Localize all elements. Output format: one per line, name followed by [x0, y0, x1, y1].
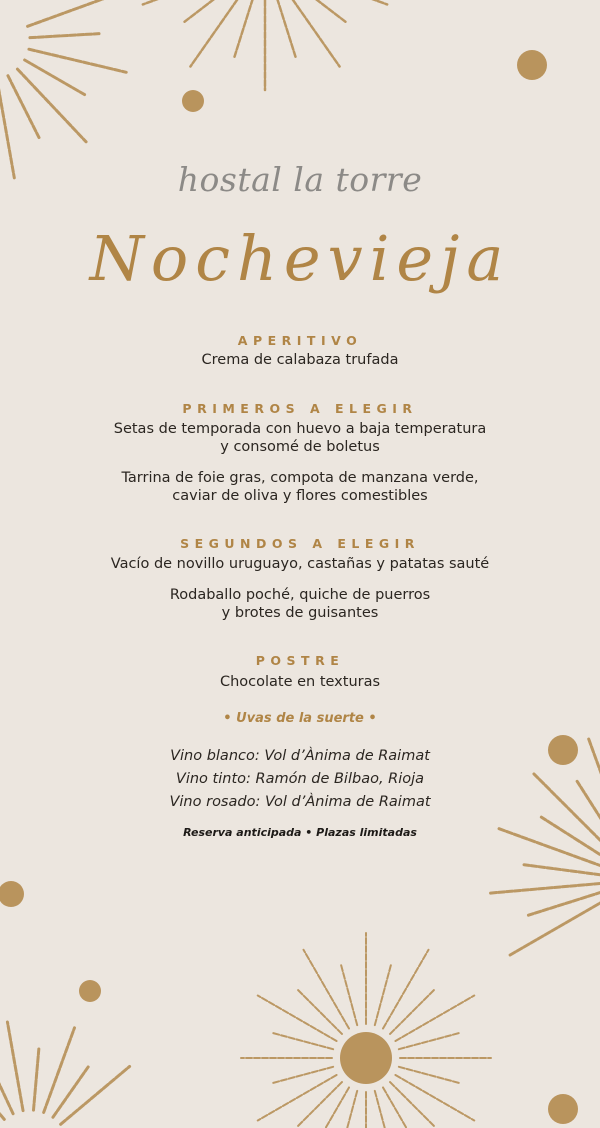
- dish-primeros-1: Setas de temporada con huevo a baja temperatura y consomé de boletus: [113, 421, 487, 455]
- section-heading-aperitivo: APERITIVO: [237, 333, 363, 348]
- dish-primeros-2: Tarrina de foie gras, compota de manzana verde, caviar de oliva y flores comestibles: [121, 470, 479, 504]
- sparkle-dot: [548, 1094, 578, 1124]
- section-heading-segundos: SEGUNDOS A ELEGIR: [180, 536, 420, 551]
- dish-aperitivo: Crema de calabaza trufada: [201, 352, 399, 368]
- sparkle-dot: [0, 881, 24, 907]
- sparkle-dot: [79, 980, 101, 1002]
- sparkle-dot: [517, 50, 547, 80]
- brand-logo: hostal la torre: [177, 160, 423, 199]
- dish-postre: Chocolate en texturas: [219, 674, 381, 690]
- page-title: Nochevieja: [89, 222, 511, 295]
- sparkle-dot: [182, 90, 204, 112]
- reservation-note: Reserva anticipada • Plazas limitadas: [183, 826, 417, 839]
- wine-rose: Vino rosado: Vol d’Ànima de Raimat: [169, 794, 431, 810]
- sparkle-dot: [340, 1032, 392, 1084]
- firework-bottom-left: [0, 1022, 130, 1124]
- dish-segundos-1: Vacío de novillo uruguayo, castañas y patatas sauté: [110, 556, 490, 572]
- firework-top-center: [143, 0, 387, 90]
- section-heading-postre: POSTRE: [255, 653, 345, 668]
- grapes-note: • Uvas de la suerte •: [223, 711, 377, 726]
- wine-white: Vino blanco: Vol d’Ànima de Raimat: [170, 748, 430, 764]
- firework-top-left: [0, 0, 126, 178]
- section-heading-primeros: PRIMEROS A ELEGIR: [182, 401, 418, 416]
- firework-bottom-center: [241, 933, 491, 1128]
- wine-red: Vino tinto: Ramón de Bilbao, Rioja: [175, 771, 425, 787]
- dish-segundos-2: Rodaballo poché, quiche de puerros y brotes de guisantes: [169, 587, 431, 621]
